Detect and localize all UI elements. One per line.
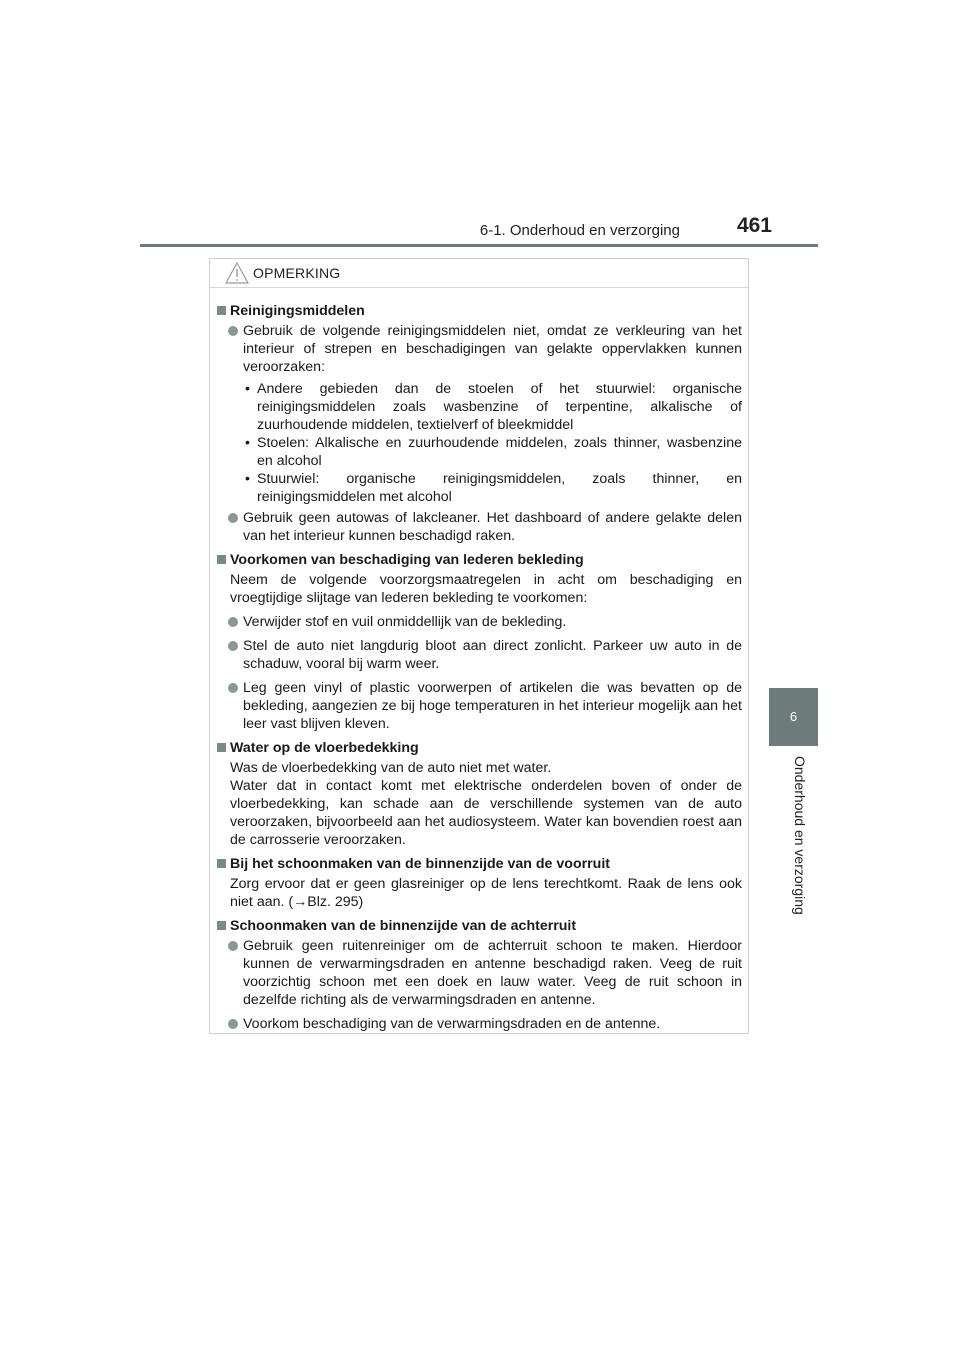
paragraph: Neem de volgende voorzorgsmaatregelen in acht om beschadiging en vroegtijdige slijtage van lederen bekleding te voorkomen: [230,572,742,606]
list-item: Gebruik geen autowas of lakcleaner. Het dashboard of andere gelakte delen van het interieur kunnen beschadigd raken. [217,509,742,545]
chapter-tab: 6 [769,688,818,746]
list-item: Gebruik geen ruitenreiniger om de achterruit schoon te maken. Hierdoor kunnen de verwarmingsdraden en antenne beschadigd raken. Veeg de ruit voorzichtig schoon met een doek en lauw water. Veeg de ruit schoon in dezelfde richting als de verwarmingsdraden en antenne. [217,937,742,1009]
sub-list-item: • Stuurwiel: organische reinigingsmiddelen, zoals thinner, en reinigingsmiddelen met alcohol [245,471,742,505]
list-item: Verwijder stof en vuil onmiddellijk van de bekleding. [217,613,742,631]
sub-list-item: • Andere gebieden dan de stoelen of het stuurwiel: organische reinigingsmiddelen zoals wasbenzine of terpentine, alkalische of zuurhoudende middelen, textielverf of bleekmiddel [245,381,742,433]
notice-title: OPMERKING [253,265,341,281]
paragraph: Was de vloerbedekking van de auto niet met water. [230,760,552,776]
warning-triangle-icon [225,262,249,284]
list-item: Stel de auto niet langdurig bloot aan direct zonlicht. Parkeer uw auto in de schaduw, vooral bij warm weer. [217,637,742,673]
list-item: Leg geen vinyl of plastic voorwerpen of artikelen die was bevatten op de bekleding, aangezien ze bij hoge temperaturen in het interieur mogelijk aan het leer vast blijven kleven. [217,679,742,733]
page-reference-link[interactable]: Blz. 295) [307,894,364,910]
round-bullet-icon [228,326,238,336]
arrow-right-icon: → [293,894,308,910]
small-bullet-icon: • [245,381,250,397]
notice-body [210,288,748,1033]
list-item: Gebruik de volgende reinigingsmiddelen niet, omdat ze verkleuring van het interieur of strepen en beschadigingen van gelakte oppervlakken kunnen veroorzaken: [217,322,742,376]
paragraph: Water dat in contact komt met elektrische onderdelen boven of onder de vloerbedekking, kan schade aan de verschillende systemen van de auto veroorzaken, bijvoorbeeld aan het audiosysteem. Water kan bovendien roest aan de carrosserie veroorzaken. [230,778,742,848]
page-number: 461 [736,214,772,237]
section-heading: Reinigingsmiddelen [217,302,742,320]
round-bullet-icon [228,641,238,651]
section-title: 6-1. Onderhoud en verzorging [479,222,680,239]
square-bullet-icon [217,555,226,564]
round-bullet-icon [228,1019,238,1029]
square-bullet-icon [217,306,226,315]
section-heading: Water op de vloerbedekking [217,739,742,757]
small-bullet-icon: • [245,435,250,451]
square-bullet-icon [217,921,226,930]
section-heading: Voorkomen van beschadiging van lederen bekleding [217,551,742,569]
chapter-label: Onderhoud en verzorging [792,756,808,915]
notice-header [210,259,748,288]
paragraph: Zorg ervoor dat er geen glasreiniger op de lens terechtkomt. Raak de lens ook niet aan. (→Blz. 295) [230,876,742,910]
notice-box [209,258,749,1034]
round-bullet-icon [228,513,238,523]
square-bullet-icon [217,743,226,752]
round-bullet-icon [228,683,238,693]
round-bullet-icon [228,617,238,627]
round-bullet-icon [228,941,238,951]
sub-list-item: • Stoelen: Alkalische en zuurhoudende middelen, zoals thinner, wasbenzine en alcohol [245,435,742,469]
square-bullet-icon [217,859,226,868]
section-heading: Bij het schoonmaken van de binnenzijde van de voorruit [217,855,742,873]
page-header [140,214,818,247]
list-item: Voorkom beschadiging van de verwarmingsdraden en de antenne. [217,1015,742,1033]
small-bullet-icon: • [245,471,250,487]
section-heading: Schoonmaken van de binnenzijde van de achterruit [217,917,742,935]
